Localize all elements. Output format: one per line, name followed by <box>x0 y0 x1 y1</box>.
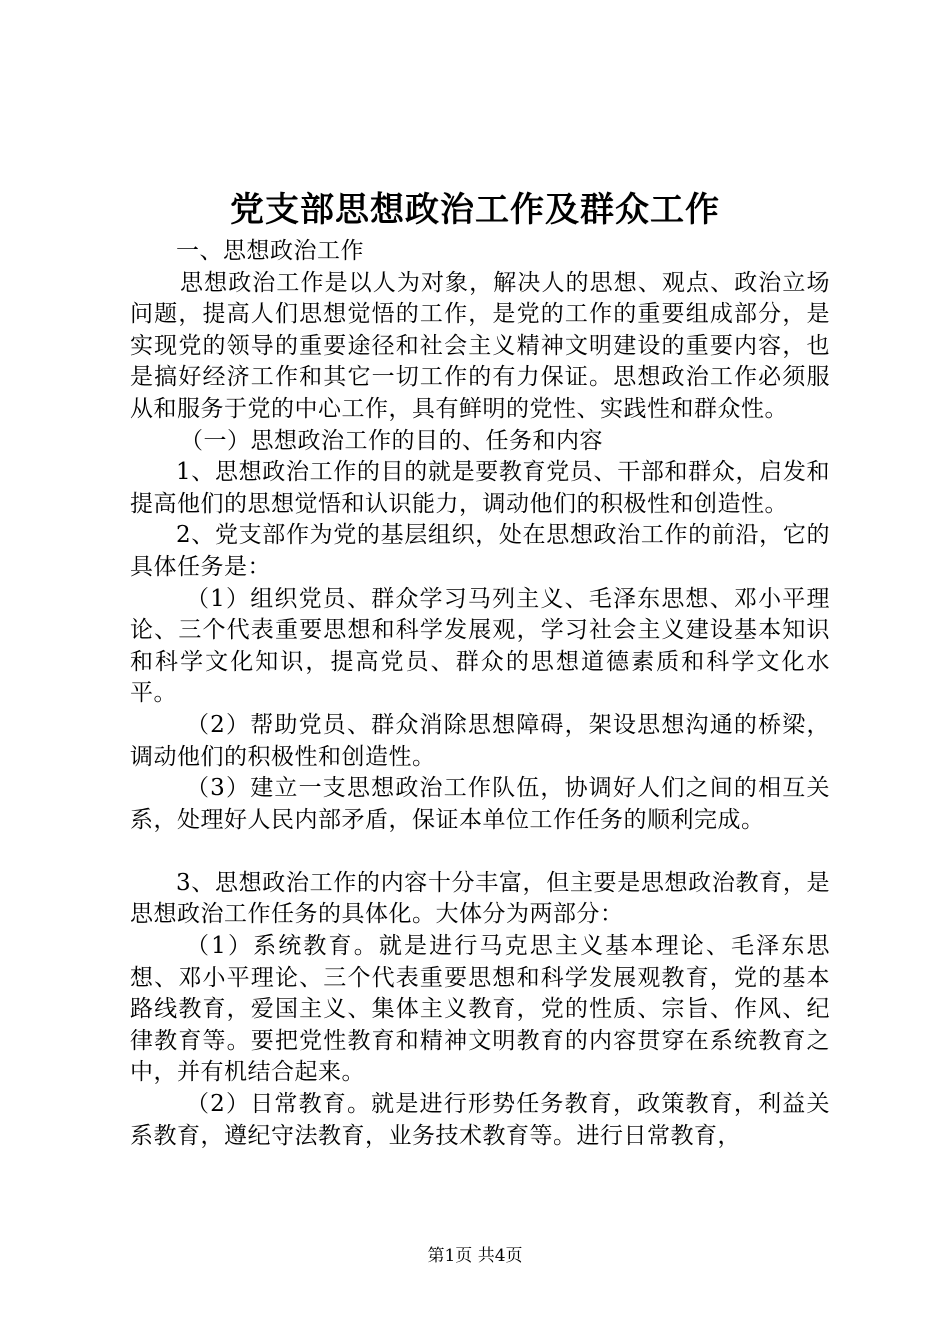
paragraph-intro: 思想政治工作是以人为对象，解决人的思想、观点、政治立场问题，提高人们思想觉悟的工作，是党的工作的重要组成部分，是实现党的领导的重要途径和社会主义精神文明建设的重要内容，也是搞好经济工作和其它一切工作的有力保证。思想政治工作必须服从和服务于党的中心工作，具有鲜明的党性、实践性和群众性。 <box>130 269 830 422</box>
document-body <box>130 236 830 1152</box>
list-item-3: 3、思想政治工作的内容十分丰富，但主要是思想政治教育，是思想政治工作任务的具体化。大体分为两部分： <box>130 869 830 928</box>
section-heading-1: 一、思想政治工作 <box>176 238 364 264</box>
page-footer: 第1页 共4页 <box>427 1246 523 1266</box>
list-item-1: 1、思想政治工作的目的就是要教育党员、干部和群众，启发和提高他们的思想觉悟和认识能力，调动他们的积极性和创造性。 <box>130 459 830 517</box>
list-item-2: 2、党支部作为党的基层组织，处在思想政治工作的前沿，它的具体任务是： <box>130 522 830 580</box>
section-heading-2: （一）思想政治工作的目的、任务和内容 <box>180 427 603 454</box>
sub-item-3-2: （2）日常教育。就是进行形势任务教育，政策教育，利益关系教育，遵纪守法教育，业务技术教育等。进行日常教育， <box>130 1091 830 1149</box>
page-title: 党支部思想政治工作及群众工作 <box>230 190 720 230</box>
sub-item-2-3: （3）建立一支思想政治工作队伍，协调好人们之间的相互关系，处理好人民内部矛盾，保证本单位工作任务的顺利完成。 <box>130 775 830 833</box>
paragraph-gap <box>130 836 830 868</box>
sub-item-3-1: （1）系统教育。就是进行马克思主义基本理论、毛泽东思想、邓小平理论、三个代表重要思想和科学发展观教育，党的基本路线教育，爱国主义、集体主义教育，党的性质、宗旨、作风、纪律教育等。要把党性教育和精神文明教育的内容贯穿在系统教育之中，并有机结合起来。 <box>130 933 830 1086</box>
sub-item-2-2: （2）帮助党员、群众消除思想障碍，架设思想沟通的桥梁，调动他们的积极性和创造性。 <box>130 711 830 770</box>
sub-item-2-1: （1）组织党员、群众学习马列主义、毛泽东思想、邓小平理论、三个代表重要思想和科学发展观，学习社会主义建设基本知识和科学文化知识，提高党员、群众的思想道德素质和科学文化水平。 <box>130 585 830 707</box>
